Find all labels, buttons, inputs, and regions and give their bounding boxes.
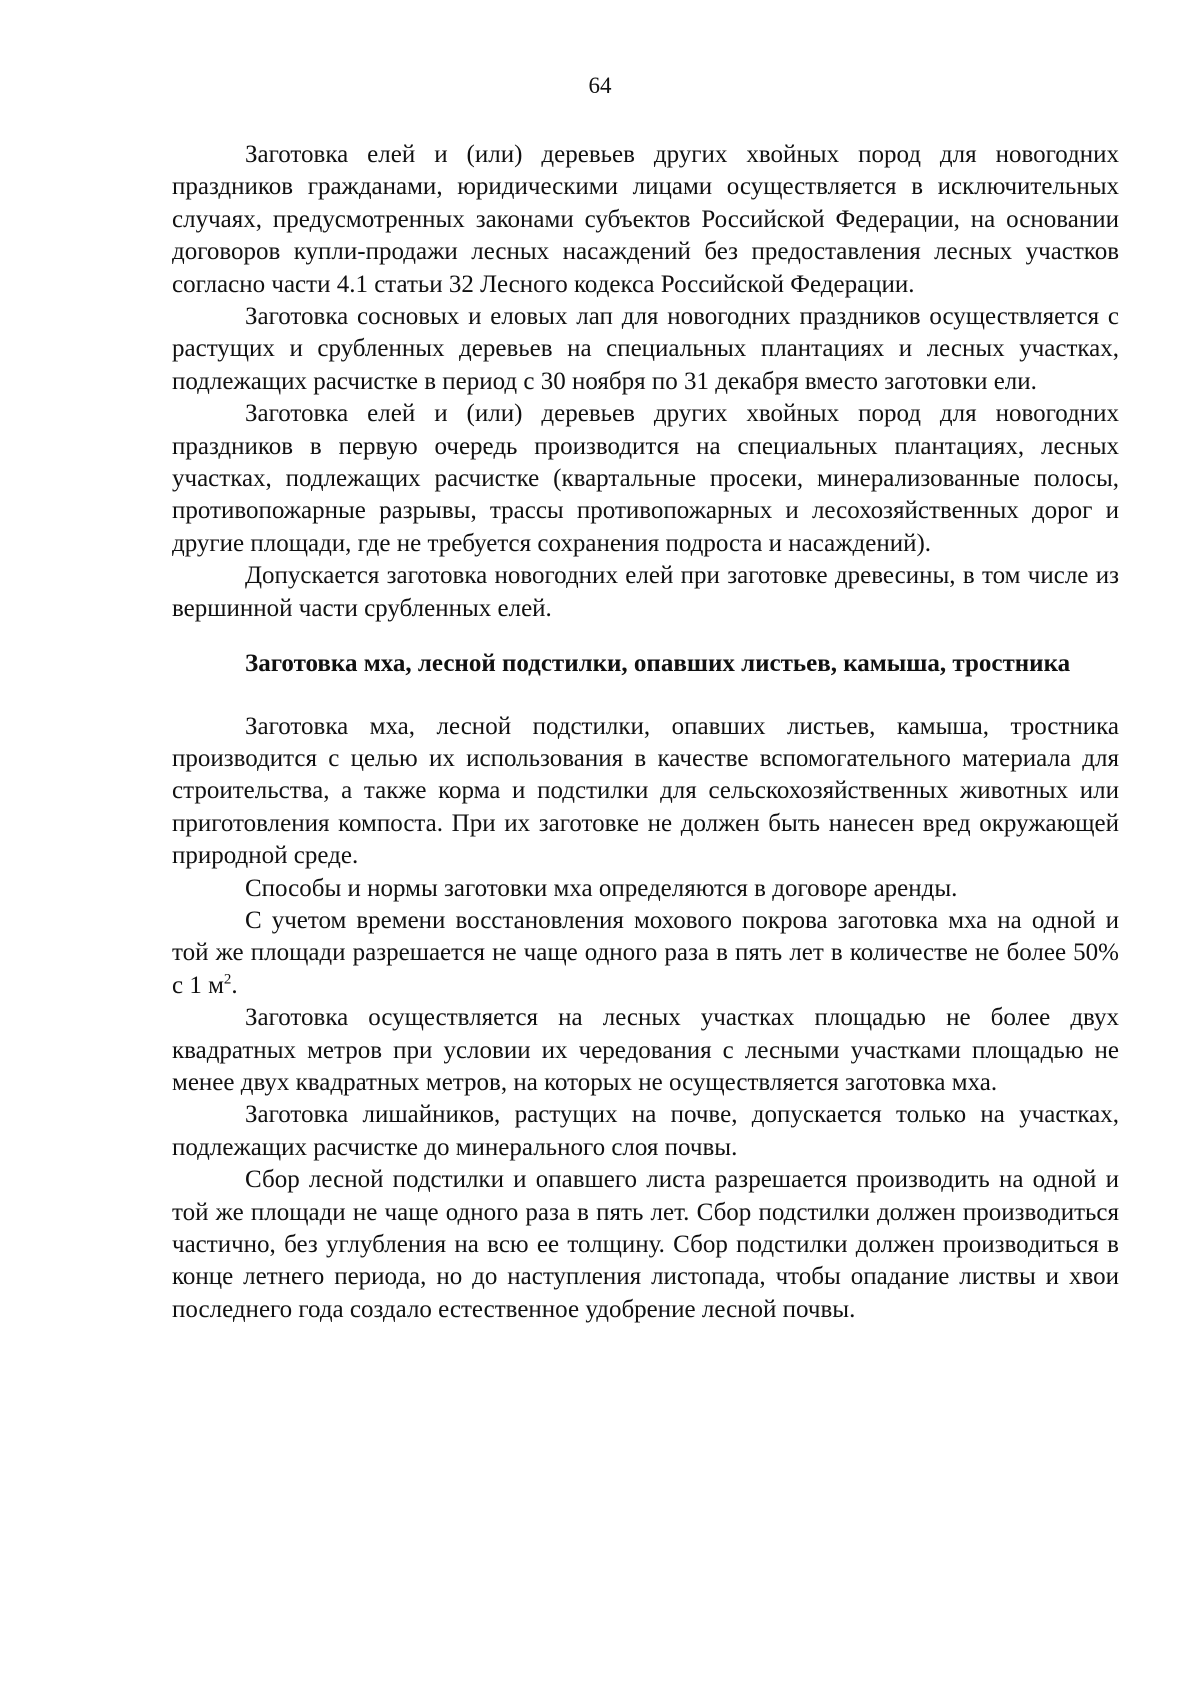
paragraph-pine-spruce-branches: Заготовка сосновых и еловых лап для новогодних праздников осуществляется с растущих и срубленных деревьев на специальных плантациях и лесных участках, подлежащих расчистке в период с 30 ноября по 31 декабря вместо заготовки ели. [172, 303, 1119, 395]
paragraph-moss-frequency-text: С учетом времени восстановления мохового покрова заготовка мха на одной и той же площади разрешается не чаще одного раза в пять лет в количестве не более 50% с 1 м [172, 906, 1119, 999]
section-heading: Заготовка мха, лесной подстилки, опавших листьев, камыша, тростника [245, 650, 1071, 678]
paragraph-litter-collection: Сбор лесной подстилки и опавшего листа разрешается производить на одной и той же площади не чаще одного раза в пять лет. Сбор подстилки должен производиться частично, без углубления на всю ее толщину. Сбор подстилки должен производиться в конце летнего периода, но до наступления листопада, чтобы опадание листвы и хвои последнего года создало естественное удобрение лесной почвы. [172, 1166, 1119, 1323]
paragraph-christmas-trees-locations: Заготовка елей и (или) деревьев других хвойных пород для новогодних праздников в первую очередь производится на специальных плантациях, лесных участках, подлежащих расчистке (квартальные просеки, минерализованные полосы, противопожарные разрывы, трассы противопожарных и лесохозяйственных дорог и другие площади, где не требуется сохранения подроста и насаждений). [172, 400, 1119, 557]
paragraph-moss-frequency [172, 905, 1119, 1002]
paragraph-christmas-trees-citizens: Заготовка елей и (или) деревьев других хвойных пород для новогодних праздников гражданами, юридическими лицами осуществляется в исключительных случаях, предусмотренных законами субъектов Российской Федерации, на основании договоров купли-продажи лесных насаждений без предоставления лесных участков согласно части 4.1 статьи 32 Лесного кодекса Российской Федерации. [172, 141, 1119, 298]
superscript-square: 2 [223, 971, 232, 988]
paragraph-moss-plots: Заготовка осуществляется на лесных участках площадью не более двух квадратных метров при условии их чередования с лесными участками площадью не менее двух квадратных метров, на которых не осуществляется заготовка мха. [172, 1004, 1119, 1096]
paragraph-moss-purpose: Заготовка мха, лесной подстилки, опавших листьев, камыша, тростника производится с целью их использования в качестве вспомогательного материала для строительства, а также корма и подстилки для сельскохозяйственных животных или приготовления компоста. При их заготовке не должен быть нанесен вред окружающей природной среде. [172, 712, 1119, 870]
paragraph-christmas-trees-tops: Допускается заготовка новогодних елей при заготовке древесины, в том числе из вершинной части срубленных елей. [172, 562, 1119, 622]
document-body [172, 139, 1119, 1326]
paragraph-lichens: Заготовка лишайников, растущих на почве, допускается только на участках, подлежащих расчистке до минерального слоя почвы. [172, 1101, 1119, 1161]
paragraph-moss-frequency-end: . [231, 971, 238, 999]
spacer [172, 625, 1119, 648]
page-number: 64 [588, 73, 612, 98]
spacer [172, 681, 1119, 711]
paragraph-moss-methods: Способы и нормы заготовки мха определяются в договоре аренды. [245, 874, 958, 902]
